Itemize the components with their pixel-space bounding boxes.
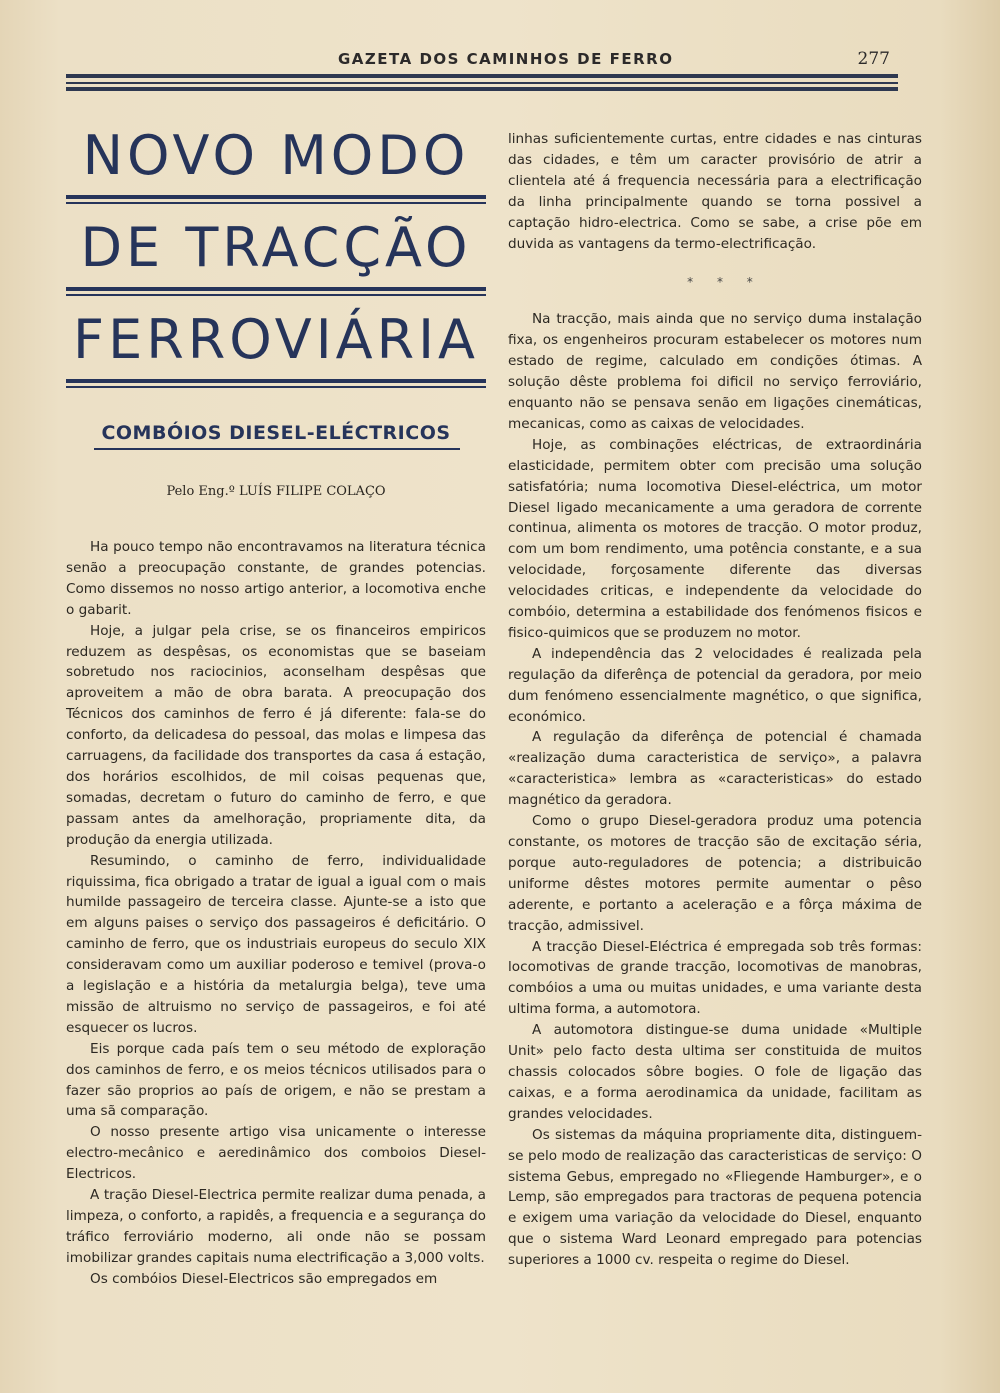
- paragraph: O nosso presente artigo visa unicamente o interesse electro-mecânico e aeredinâmico dos comboios Diesel-Electricos.: [66, 1124, 486, 1183]
- header-rule: [66, 87, 898, 91]
- paragraph: Eis porque cada país tem o seu método de exploração dos caminhos de ferro, e os meios técnicos utilisados para o fazer são proprios ao país de origem, e não se prestam a uma sã comparação.: [66, 1040, 486, 1120]
- author-byline: Pelo Eng.º LUÍS FILIPE COLAÇO: [166, 484, 386, 499]
- subtitle-underline: [94, 448, 460, 450]
- paragraph: A independência das 2 velocidades é realizada pela regulação da diferênça de potencial da geradora, por meio dum fenómeno essencialmente magnético, o que significa, económico.: [508, 645, 922, 725]
- paragraph: A automotora distingue-se duma unidade «Multiple Unit» pelo facto desta ultima ser constituida de muitos chassis colocados sôbre bogies. O fole de ligação das caixas, e a forma aerodinamica da unidade, facilitam as grandes velocidades.: [508, 1022, 922, 1122]
- title-line-2: DE TRACÇÃO: [80, 216, 472, 279]
- page-number: 277: [857, 49, 890, 69]
- paragraph: Resumindo, o caminho de ferro, individualidade riquissima, fica obrigado a tratar de igual a igual com o mais humilde passageiro de terceira classe. Ajunte-se a isto que em alguns paises o serviço dos passageiros é deficitário. O caminho de ferro, que os industriais europeus do seculo XIX consideravam como um auxiliar poderoso e temivel (prova-o a legislação e a história da metalurgia belga), teve uma missão de altruismo no serviço de passageiros, e foi até esquecer os lucros.: [66, 852, 486, 1036]
- title-divider: [66, 376, 486, 396]
- paragraph: Os combóios Diesel-Electricos são empregados em: [90, 1270, 438, 1287]
- paragraph: Ha pouco tempo não encontravamos na literatura técnica senão a preocupação constante, de grandes potencias. Como dissemos no nosso artigo anterior, a locomotiva enche o gabarit.: [66, 539, 486, 618]
- article-subtitle: COMBÓIOS DIESEL-ELÉCTRICOS: [101, 422, 451, 444]
- header-rule: [66, 82, 898, 84]
- section-break: * * *: [687, 275, 763, 290]
- journal-title: GAZETA DOS CAMINHOS DE FERRO: [338, 50, 674, 68]
- right-column: [508, 129, 922, 1271]
- article-title: [66, 120, 486, 396]
- paragraph: Os sistemas da máquina propriamente dita, distinguem-se pelo modo de realização das caracteristicas de serviço: O sistema Gebus, empregado no «Fliegende Hamburger», e o Lemp, são empregados para tractoras de pequena potencia e exigem uma variação da velocidade do Diesel, enquanto que o sistema Ward Leonard empregado para potencias superiores a 1000 cv. respeita o regime do Diesel.: [508, 1126, 922, 1269]
- paragraph: Hoje, a julgar pela crise, se os financeiros empiricos reduzem as despêsas, os economistas que se baseiam sobretudo nos raciocinios, aconselham despêsas que aproveitem a mão de obra barata. A preocupação dos Técnicos dos caminhos de ferro é já diferente: fala-se do conforto, da delicadesa do pessoal, das molas e limpesa das carruagens, da facilidade dos transportes da casa á estação, dos horários escolhidos, de mil coisas pequenas que, somadas, decretam o futuro do caminho de ferro, e que passam antes da amelhoração, propriamente dita, da produção da energia utilizada.: [66, 622, 486, 848]
- header-rule: [66, 74, 898, 78]
- title-divider: [66, 192, 486, 212]
- title-line-1: NOVO MODO: [82, 124, 470, 187]
- running-head: [70, 48, 900, 72]
- paragraph-continuation: linhas suficientemente curtas, entre cidades e nas cinturas das cidades, e têm um caracter provisório de atrir a clientela até á frequencia necessária para a electrificação da linha principalmente quando se torna possivel a captação hidro-electrica. Como se sabe, a crise põe em duvida as vantagens da termo-electrificação.: [508, 131, 922, 252]
- paragraph: Como o grupo Diesel-geradora produz uma potencia constante, os motores de tracção são de excitação séria, porque auto-reguladores de potencia; a distribuicão uniforme dêstes motores permite aumentar o pêso aderente, e portanto a aceleração e a fôrça máxima de tracção, admissivel.: [508, 813, 922, 934]
- title-divider: [66, 284, 486, 304]
- title-line-3: FERROVIÁRIA: [73, 308, 479, 371]
- paragraph: A tração Diesel-Electrica permite realizar duma penada, a limpeza, o conforto, a rapidês, a frequencia e a segurança do tráfico ferroviário moderno, ali onde não se possam imobilizar grandes capitais numa electrificação a 3,000 volts.: [66, 1187, 486, 1266]
- paragraph: Hoje, as combinações eléctricas, de extraordinária elasticidade, permitem obter com precisão uma solução satisfatória; numa locomotiva Diesel-eléctrica, um motor Diesel ligado mecanicamente a uma geradora de corrente continua, alimenta os motores de tracção. O motor produz, com um bom rendimento, uma potência constante, e a sua velocidade, forçosamente diferente das diversas velocidades criticas, e independente da velocidade do combóio, determina a estabilidade dos fenómenos fisicos e fisico-quimicos que se produzem no motor.: [508, 436, 922, 641]
- paragraph: A tracção Diesel-Eléctrica é empregada sob três formas: locomotivas de grande tracção, locomotivas de manobras, combóios a uma ou muitas unidades, e uma variante desta ultima forma, a automotora.: [508, 938, 922, 1018]
- paragraph: Na tracção, mais ainda que no serviço duma instalação fixa, os engenheiros procuram estabelecer os motores num estado de regime, calculado em condições ótimas. A solução dêste problema foi dificil no serviço ferroviário, enquanto não se pensava senão em ligações cinemáticas, mecanicas, como as caixas de velocidades.: [508, 311, 922, 432]
- left-column: [66, 537, 486, 1290]
- paragraph: A regulação da diferênça de potencial é chamada «realização duma caracteristica de serviço», a palavra «caracteristica» lembra as «caracteristicas» do estado magnético da geradora.: [508, 729, 922, 809]
